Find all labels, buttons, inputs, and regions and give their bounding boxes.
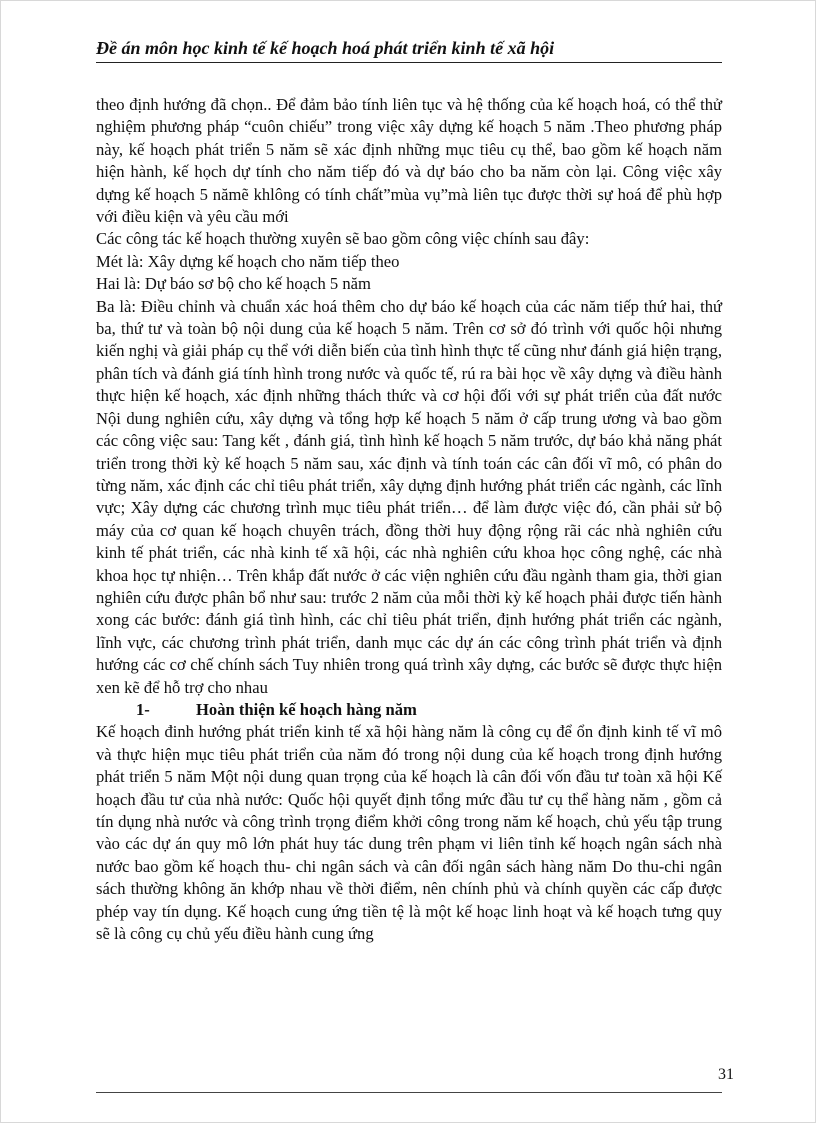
document-body — [96, 94, 722, 945]
section-title: Hoàn thiện kế hoạch hàng năm — [196, 699, 417, 719]
section-heading — [96, 699, 722, 721]
paragraph-3: Mét là: Xây dựng kế hoạch cho năm tiếp theo — [96, 251, 400, 271]
page-number: 31 — [718, 1066, 734, 1083]
footer-divider — [96, 1092, 722, 1093]
section-number: 1- — [136, 699, 150, 719]
paragraph-4: Hai là: Dự báo sơ bộ cho kế hoạch 5 năm — [96, 274, 371, 294]
paragraph-6: Kế hoạch đinh hướng phát triển kinh tế xã hội hàng năm là công cụ để ổn định kinh tế vĩ mô và thực hiện mục tiêu phát triển của năm đó trong nội dung của kế hoạch trong định hướng phát triển 5 năm Một nội dung quan trọng của kế hoạch là cân đối vốn đầu tư toàn xã hội Kế hoạch đầu tư của nhà nước: Quốc hội quyết định tổng mức đầu tư cụ thể hàng năm , gồm cả tín dụng nhà nước và công trình trọng điểm khởi công trong năm kế hoạch, chủ yếu tập trung vào các dự án quy mô lớn phát huy tác dung trên phạm vi liên tỉnh kế hoạch ngân sách nhà nước bao gồm kế hoạch thu- chi ngân sách và cân đối ngân sách hàng năm Do thu-chi ngân sách thường không ăn khớp nhau về thời điểm, nên chính phủ và chính quyền các cấp được phép vay tín dụng. Kế hoạch cung ứng tiền tệ là một kế hoạc linh hoạt và kế hoạch tưng quy sẽ là công cụ chủ yếu điều hành cung ứng — [96, 722, 722, 944]
paragraph-2: Các công tác kế hoạch thường xuyên sẽ bao gồm công việc chính sau đây: — [96, 229, 590, 249]
paragraph-5: Ba là: Điều chỉnh và chuẩn xác hoá thêm cho dự báo kế hoạch của các năm tiếp thứ hai, thứ ba, thứ tư và toàn bộ nội dung của kế hoạch 5 năm. Trên cơ sở đó trình với quốc hội nhưng kiến nghị và giải pháp cụ thể với diễn biến của tình hình thực tế cũng như đánh giá hiện trạng, phân tích và đánh giá tính hình trong nước và quốc tế, rú ra bài học về xây dựng và điều hành thực hiện kế hoạch, xác định những thách thức và cơ hội đối với sự phát triển của đất nước Nội dung nghiên cứu, xây dựng và tổng hợp kế hoạch 5 năm ở cấp trung ương và bao gồm các công việc sau: Tang kết , đánh giá, tình hình kế hoạch 5 năm trước, dự báo khả năng phát triển trong thời kỳ kế hoạch 5 năm sau, xác định và tính toán các cân đối vĩ mô, có phân do từng năm, xác định các chỉ tiêu phát triển, xây dựng định hướng phát triển các ngành, các lĩnh vực; Xây dựng các chương trình mục tiêu phát triển… để làm được việc đó, cần phải sử bộ máy của cơ quan kế hoạch chuyên trách, đồng thời huy động rộng rãi các nhà nghiên cứu kinh tế phát triển, các nhà kinh tế xã hội, các nhà nghiên cứu khoa học công nghệ, các nhà khoa học tự nhiện… Trên khắp đất nước ở các viện nghiên cứu đầu ngành tham gia, thời gian nghiên cứu được phân bổ như sau: trước 2 năm của mỗi thời kỳ kế hoạch phải được tiến hành xong các bước: đánh giá tình hình, các chỉ tiêu phát triển, định hướng phát triển các ngành, lĩnh vực, các chương trình phát triển, danh mục các dự án các công trình phát triển và định hướng các cơ chế chính sách Tuy nhiên trong quá trình xây dựng, các bước sẽ được thực hiện xen kẽ để hỗ trợ cho nhau — [96, 296, 722, 697]
page-header: Đề án môn học kinh tế kế hoạch hoá phát triển kinh tế xã hội — [96, 36, 722, 63]
paragraph-1: theo định hướng đã chọn.. Để đảm bảo tính liên tục và hệ thống của kế hoạch hoá, có thể thử nghiệm phương pháp “cuôn chiếu” trong việc xây dựng kế hoạch 5 năm .Theo phương pháp này, kế hoạch phát triển 5 năm sẽ xác định những mục tiêu cụ thể, bao gồm kế hoạch năm hiện hành, kế họch dự tính cho năm tiếp đó và dự báo cho ba năm còn lại. Công việc xây dựng kế hoạch 5 nămẽ khlông có tính chất”mùa vụ”mà liên tục được thời sự hoá để phù hợp với điều kiện và yêu cầu mới — [96, 95, 722, 227]
